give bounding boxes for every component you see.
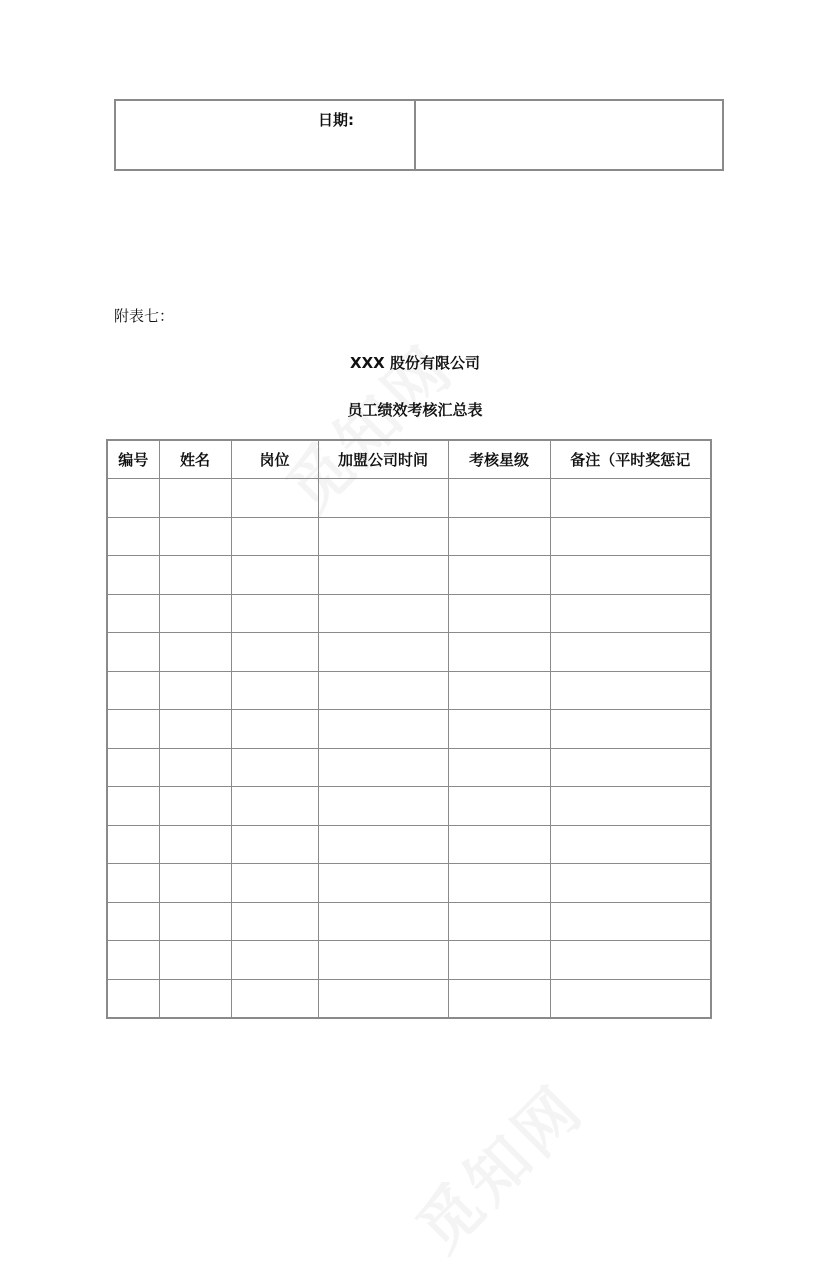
table-cell[interactable]: [448, 556, 550, 595]
table-cell[interactable]: [318, 556, 448, 595]
table-cell[interactable]: [550, 710, 711, 749]
header-rating: 考核星级: [448, 440, 550, 479]
table-row: [107, 556, 711, 595]
table-cell[interactable]: [159, 902, 231, 941]
table-cell[interactable]: [448, 594, 550, 633]
appendix-label: 附表七：: [114, 307, 175, 325]
table-row: [107, 787, 711, 826]
header-remarks: 备注（平时奖惩记: [550, 440, 711, 479]
table-cell[interactable]: [448, 941, 550, 980]
table-cell[interactable]: [107, 633, 159, 672]
table-cell[interactable]: [231, 671, 318, 710]
table-cell[interactable]: [159, 556, 231, 595]
date-row: [115, 100, 723, 170]
table-cell[interactable]: [107, 941, 159, 980]
table-cell[interactable]: [550, 787, 711, 826]
table-cell[interactable]: [448, 748, 550, 787]
table-cell[interactable]: [107, 864, 159, 903]
table-cell[interactable]: [107, 671, 159, 710]
table-row: [107, 479, 711, 518]
table-cell[interactable]: [231, 748, 318, 787]
table-cell[interactable]: [107, 594, 159, 633]
table-cell[interactable]: [550, 671, 711, 710]
table-cell[interactable]: [159, 517, 231, 556]
table-cell[interactable]: [550, 633, 711, 672]
date-value-cell[interactable]: [415, 100, 723, 170]
table-cell[interactable]: [231, 479, 318, 518]
table-cell[interactable]: [448, 902, 550, 941]
header-join-date: 加盟公司时间: [318, 440, 448, 479]
table-cell[interactable]: [231, 517, 318, 556]
table-row: [107, 671, 711, 710]
table-cell[interactable]: [318, 825, 448, 864]
table-cell[interactable]: [107, 479, 159, 518]
table-row: [107, 633, 711, 672]
table-cell[interactable]: [159, 748, 231, 787]
table-cell[interactable]: [550, 556, 711, 595]
table-cell[interactable]: [550, 479, 711, 518]
table-cell[interactable]: [448, 825, 550, 864]
table-cell[interactable]: [231, 633, 318, 672]
table-cell[interactable]: [550, 902, 711, 941]
table-row: [107, 864, 711, 903]
table-cell[interactable]: [159, 671, 231, 710]
table-cell[interactable]: [231, 710, 318, 749]
table-row: [107, 517, 711, 556]
header-position: 岗位: [231, 440, 318, 479]
table-cell[interactable]: [448, 864, 550, 903]
table-row: [107, 941, 711, 980]
table-cell[interactable]: [159, 633, 231, 672]
table-cell[interactable]: [318, 671, 448, 710]
table-cell[interactable]: [318, 517, 448, 556]
table-cell[interactable]: [107, 902, 159, 941]
date-label: 日期:: [318, 111, 354, 129]
table-cell[interactable]: [318, 979, 448, 1018]
table-row: [107, 979, 711, 1018]
table-cell[interactable]: [107, 979, 159, 1018]
table-cell[interactable]: [550, 517, 711, 556]
table-cell[interactable]: [318, 633, 448, 672]
table-body: [107, 479, 711, 1018]
table-cell[interactable]: [159, 710, 231, 749]
table-cell[interactable]: [448, 671, 550, 710]
table-cell[interactable]: [318, 787, 448, 826]
table-cell[interactable]: [318, 594, 448, 633]
date-label-cell: [115, 100, 415, 170]
performance-summary-table: [106, 439, 712, 1019]
table-row: [107, 902, 711, 941]
table-cell[interactable]: [448, 517, 550, 556]
table-cell[interactable]: [318, 710, 448, 749]
table-row: [107, 710, 711, 749]
table-cell[interactable]: [231, 556, 318, 595]
table-cell[interactable]: [318, 902, 448, 941]
table-cell[interactable]: [159, 787, 231, 826]
table-cell[interactable]: [107, 556, 159, 595]
table-cell[interactable]: [231, 787, 318, 826]
table-cell[interactable]: [231, 941, 318, 980]
table-cell[interactable]: [107, 787, 159, 826]
table-cell[interactable]: [107, 825, 159, 864]
table-cell[interactable]: [159, 864, 231, 903]
table-cell[interactable]: [159, 979, 231, 1018]
table-cell[interactable]: [550, 864, 711, 903]
table-cell[interactable]: [231, 825, 318, 864]
table-cell[interactable]: [231, 594, 318, 633]
table-cell[interactable]: [550, 979, 711, 1018]
table-cell[interactable]: [550, 748, 711, 787]
header-row: [107, 440, 711, 479]
table-cell[interactable]: [448, 710, 550, 749]
watermark: [393, 1061, 600, 1268]
table-cell[interactable]: [550, 594, 711, 633]
date-table: [114, 99, 724, 171]
header-id: 编号: [107, 440, 159, 479]
table-title: 员工绩效考核汇总表: [347, 401, 483, 419]
table-cell[interactable]: [159, 479, 231, 518]
table-cell[interactable]: [448, 787, 550, 826]
table-cell[interactable]: [107, 710, 159, 749]
table-cell[interactable]: [231, 864, 318, 903]
table-row: [107, 825, 711, 864]
table-cell[interactable]: [107, 748, 159, 787]
table-cell[interactable]: [318, 941, 448, 980]
table-cell[interactable]: [448, 479, 550, 518]
table-cell[interactable]: [318, 864, 448, 903]
company-name: XXX 股份有限公司: [350, 354, 480, 372]
table-cell[interactable]: [318, 748, 448, 787]
header-name: 姓名: [159, 440, 231, 479]
table-cell[interactable]: [448, 979, 550, 1018]
table-cell[interactable]: [107, 517, 159, 556]
table-cell[interactable]: [159, 825, 231, 864]
table-cell[interactable]: [231, 979, 318, 1018]
table-cell[interactable]: [550, 941, 711, 980]
table-row: [107, 594, 711, 633]
table-cell[interactable]: [318, 479, 448, 518]
table-row: [107, 748, 711, 787]
table-cell[interactable]: [550, 825, 711, 864]
table-cell[interactable]: [159, 594, 231, 633]
table-cell[interactable]: [231, 902, 318, 941]
table-cell[interactable]: [159, 941, 231, 980]
table-cell[interactable]: [448, 633, 550, 672]
